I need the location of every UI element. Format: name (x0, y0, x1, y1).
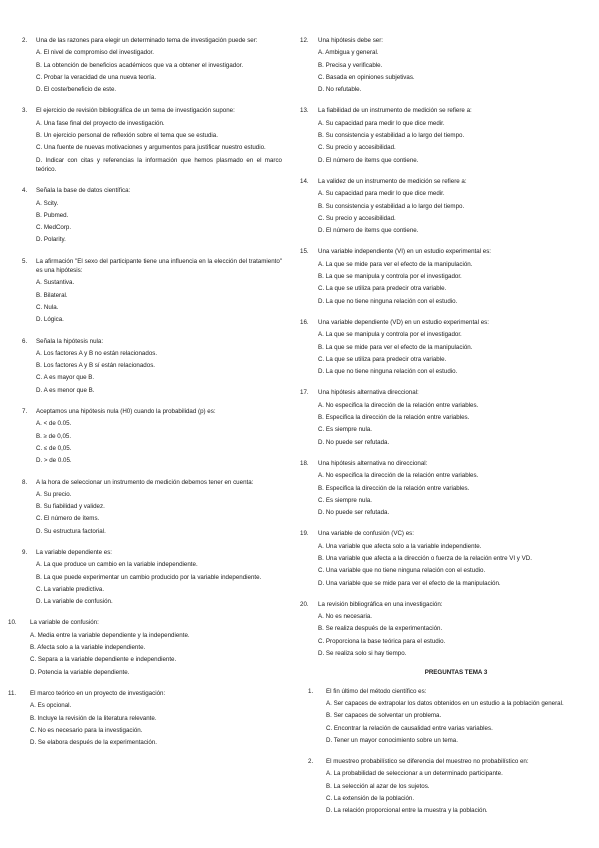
question-stem: La variable dependiente es: (36, 548, 113, 556)
answer-option: C. Probar la veracidad de una nueva teoría. (36, 73, 157, 81)
answer-option: D. Tener un mayor conocimiento sobre un tema. (326, 736, 458, 744)
question-number: 5. (22, 257, 28, 265)
answer-option: C. Es siempre nula. (318, 496, 372, 504)
answer-option: D. Potencia la variable dependiente. (30, 668, 130, 676)
answer-option: A. Sustantiva. (36, 279, 75, 287)
answer-option: D. Su estructura factorial. (36, 527, 106, 535)
answer-option: D. Se elabora después de la experimentación. (30, 739, 157, 747)
answer-option: B. Un ejercicio personal de reflexión sobre el tema que se estudia. (36, 132, 218, 140)
answer-option: A. < de 0.05. (36, 420, 72, 428)
answer-option: B. Su consistencia y estabilidad a lo largo del tiempo. (318, 132, 465, 140)
answer-option: D. > de 0.05. (36, 457, 72, 465)
answer-option: B. Precisa y verificable. (318, 61, 383, 69)
answer-option: C. A es mayor que B. (36, 374, 95, 382)
question-item (22, 186, 282, 244)
answer-option: D. La que no tiene ninguna relación con el estudio. (318, 368, 458, 376)
question-item (22, 407, 282, 465)
answer-option: D. No puede ser refutada. (318, 509, 390, 517)
answer-option: A. Su precio. (36, 490, 72, 498)
question-number: 14. (300, 177, 309, 185)
question-item (300, 36, 572, 94)
question-number: 9. (22, 548, 28, 556)
question-stem: La afirmación "El sexo del participante tiene una influencia en la elección del tratamiento" es una hipótesis: (36, 257, 282, 275)
question-stem: El fin último del método científico es: (326, 687, 427, 695)
question-stem: Una hipótesis debe ser: (318, 37, 384, 44)
answer-option: A. Los factores A y B no están relacionados. (36, 349, 158, 357)
answer-option: D. El número de ítems que contiene. (318, 227, 419, 235)
answer-option: A. Su capacidad para medir lo que dice medir. (318, 119, 445, 127)
answer-option: C. Separa a la variable dependiente e independiente. (30, 656, 177, 664)
question-stem: Señala la base de datos científica: (36, 187, 131, 195)
question-number: 2. (22, 37, 28, 44)
question-number: 15. (300, 248, 309, 256)
left-column (8, 36, 282, 759)
answer-option: A. Es opcional. (30, 702, 72, 710)
answer-option: D. No puede ser refutada. (318, 438, 390, 446)
answer-option: A. La que se manipula y controla por el investigador. (318, 331, 462, 339)
answer-option: D. El coste/beneficio de este. (36, 86, 117, 94)
question-number: 2. (308, 758, 314, 766)
answer-option: B. Se realiza después de la experimentación. (318, 625, 443, 633)
answer-option: C. La que se utiliza para predecir otra variable. (318, 285, 447, 293)
answer-option: D. Se realiza solo si hay tiempo. (318, 650, 407, 658)
answer-option: C. Su precio y accesibilidad. (318, 144, 396, 152)
answer-option: A. Scity. (36, 199, 59, 207)
answer-option: A. Ambigua y general. (318, 49, 379, 57)
answer-option: D. La variable de confusión. (36, 598, 113, 606)
question-stem: Señala la hipótesis nula: (36, 337, 104, 345)
answer-option: B. Su fiabilidad y validez. (36, 503, 105, 511)
answer-option: D. Una variable que se mide para ver el efecto de la manipulación. (318, 579, 501, 587)
question-number: 12. (300, 37, 309, 44)
question-stem: Una de las razones para elegir un determinado tema de investigación puede ser: (36, 37, 258, 44)
answer-option: C. La variable predictiva. (36, 585, 105, 593)
answer-option: B. Afecta solo a la variable independiente. (30, 644, 146, 652)
answer-option: C. La que se utiliza para predecir otra variable. (318, 355, 447, 363)
answer-option: A. Una fase final del proyecto de investigación. (36, 119, 165, 127)
question-item (300, 529, 572, 587)
answer-option: B. La que puede experimentar un cambio producido por la variable independiente. (36, 573, 262, 581)
question-stem: El ejercicio de revisión bibliográfica de un tema de investigación supone: (36, 107, 235, 115)
answer-option: A. La que se mide para ver el efecto de la manipulación. (318, 260, 473, 268)
answer-option: D. La que no tiene ninguna relación con el estudio. (318, 297, 458, 305)
answer-option: C. No es necesario para la investigación. (30, 726, 143, 734)
answer-option: B. La que se mide para ver el efecto de la manipulación. (318, 343, 473, 351)
question-item (8, 689, 282, 747)
answer-option: C. La extensión de la población. (326, 795, 415, 803)
right-column (300, 36, 572, 828)
question-stem: Una hipótesis alternativa direccional: (318, 389, 419, 397)
answer-option: B. Bilateral. (36, 291, 68, 299)
question-item (300, 177, 572, 235)
question-item (22, 36, 282, 94)
question-item (22, 548, 282, 606)
question-number: 7. (22, 408, 28, 416)
question-stem: La validez de un instrumento de medición se refiere a: (318, 177, 467, 185)
answer-option: B. Incluye la revisión de la literatura relevante. (30, 714, 157, 722)
answer-option: B. La obtención de beneficios académicos que va a obtener el investigador. (36, 61, 244, 69)
answer-option: C. Su precio y accesibilidad. (318, 214, 396, 222)
question-item (22, 478, 282, 536)
answer-option: C. MedCorp. (36, 224, 72, 232)
question-stem: La fiabilidad de un instrumento de medición se refiere a: (318, 107, 472, 115)
question-stem: Una variable dependiente (VD) en un estudio experimental es: (318, 318, 489, 326)
answer-option: C. El número de ítems. (36, 515, 100, 523)
question-item (308, 757, 572, 815)
question-number: 16. (300, 318, 309, 326)
question-stem: La revisión bibliográfica en una investigación: (318, 600, 443, 608)
answer-option: A. Una variable que afecta solo a la variable independiente. (318, 542, 482, 550)
answer-option: B. Especifica la dirección de la relación entre variables. (318, 414, 470, 422)
question-item (22, 337, 282, 395)
answer-option: A. Su capacidad para medir lo que dice medir. (318, 190, 445, 198)
answer-option: A. Media entre la variable dependiente y la independiente. (30, 631, 190, 639)
question-item (300, 247, 572, 305)
answer-option: D. Indicar con citas y referencias la información que hemos plasmado en el marco teórico. (36, 156, 282, 173)
answer-option: A. Ser capaces de extrapolar los datos obtenidos en un estudio a la población general. (326, 699, 564, 707)
question-item (8, 618, 282, 676)
question-item (300, 318, 572, 376)
question-number: 8. (22, 478, 28, 486)
answer-option: A. La probabilidad de seleccionar a un determinado participante. (326, 770, 503, 778)
question-number: 17. (300, 389, 309, 397)
answer-option: A. No especifica la dirección de la relación entre variables. (318, 401, 479, 409)
answer-option: B. La selección al azar de los sujetos. (326, 782, 430, 790)
question-number: 4. (22, 187, 28, 195)
answer-option: C. ≤ de 0,05. (36, 444, 72, 452)
answer-option: C. Una variable que no tiene ninguna relación con el estudio. (318, 567, 486, 575)
question-item (300, 459, 572, 517)
answer-option: A. No es necesaria. (318, 613, 372, 621)
answer-option: B. Una variable que afecta a la dirección o fuerza de la relación entre VI y VD. (318, 554, 532, 562)
answer-option: D. El número de ítems que contiene. (318, 156, 419, 164)
answer-option: A. La que produce un cambio en la variable independiente. (36, 561, 198, 569)
question-item (22, 257, 282, 325)
question-item (308, 687, 572, 745)
answer-option: B. ≥ de 0,05. (36, 432, 72, 440)
answer-option: B. Los factores A y B sí están relacionados. (36, 362, 156, 370)
question-number: 10. (8, 619, 17, 627)
answer-option: C. Una fuente de nuevas motivaciones y argumentos para justificar nuestro estudio. (36, 144, 266, 152)
section-title: PREGUNTAS TEMA 3 (424, 669, 488, 677)
question-item (300, 600, 572, 658)
question-number: 11. (8, 689, 17, 697)
answer-option: D. La relación proporcional entre la muestra y la población. (326, 807, 488, 815)
question-stem: Una hipótesis alternativa no direccional: (318, 459, 428, 467)
answer-option: C. Basada en opiniones subjetivas. (318, 73, 415, 81)
question-stem: La variable de confusión: (30, 619, 99, 627)
answer-option: B. La que se manipula y controla por el investigador. (318, 273, 462, 281)
question-number: 1. (308, 687, 314, 695)
question-stem: A la hora de seleccionar un instrumento de medición debemos tener en cuenta: (36, 478, 254, 486)
answer-option: C. Es siempre nula. (318, 426, 372, 434)
question-stem: Una variable independiente (VI) en un estudio experimental es: (318, 248, 492, 256)
answer-option: C. Proporciona la base teórica para el estudio. (318, 637, 446, 645)
question-number: 13. (300, 107, 309, 115)
answer-option: C. Nula. (36, 303, 59, 311)
question-stem: El marco teórico en un proyecto de investigación: (30, 689, 166, 697)
question-stem: Una variable de confusión (VC) es: (318, 530, 414, 538)
answer-option: D. Polarity. (36, 236, 66, 244)
answer-option: A. El nivel de compromiso del investigador. (36, 49, 154, 57)
question-number: 6. (22, 337, 28, 345)
question-number: 20. (300, 600, 309, 608)
question-stem: El muestreo probabilístico se diferencia del muestreo no probabilístico en: (326, 758, 529, 766)
question-number: 18. (300, 459, 309, 467)
question-item (300, 106, 572, 164)
answer-option: D. No refutable. (318, 86, 362, 94)
question-item (22, 106, 282, 174)
answer-option: D. Lógica. (36, 316, 64, 324)
question-number: 3. (22, 107, 28, 115)
answer-option: B. Pubmed. (36, 211, 69, 219)
answer-option: A. No especifica la dirección de la relación entre variables. (318, 472, 479, 480)
question-stem: Aceptamos una hipótesis nula (H0) cuando la probabilidad (p) es: (36, 408, 216, 416)
question-item (300, 388, 572, 446)
answer-option: B. Ser capaces de solventar un problema. (326, 712, 442, 720)
answer-option: B. Su consistencia y estabilidad a lo largo del tiempo. (318, 202, 465, 210)
answer-option: B. Especifica la dirección de la relación entre variables. (318, 484, 470, 492)
answer-option: D. A es menor que B. (36, 386, 95, 394)
answer-option: C. Encontrar la relación de causalidad entre varias variables. (326, 724, 493, 732)
question-number: 19. (300, 530, 309, 538)
